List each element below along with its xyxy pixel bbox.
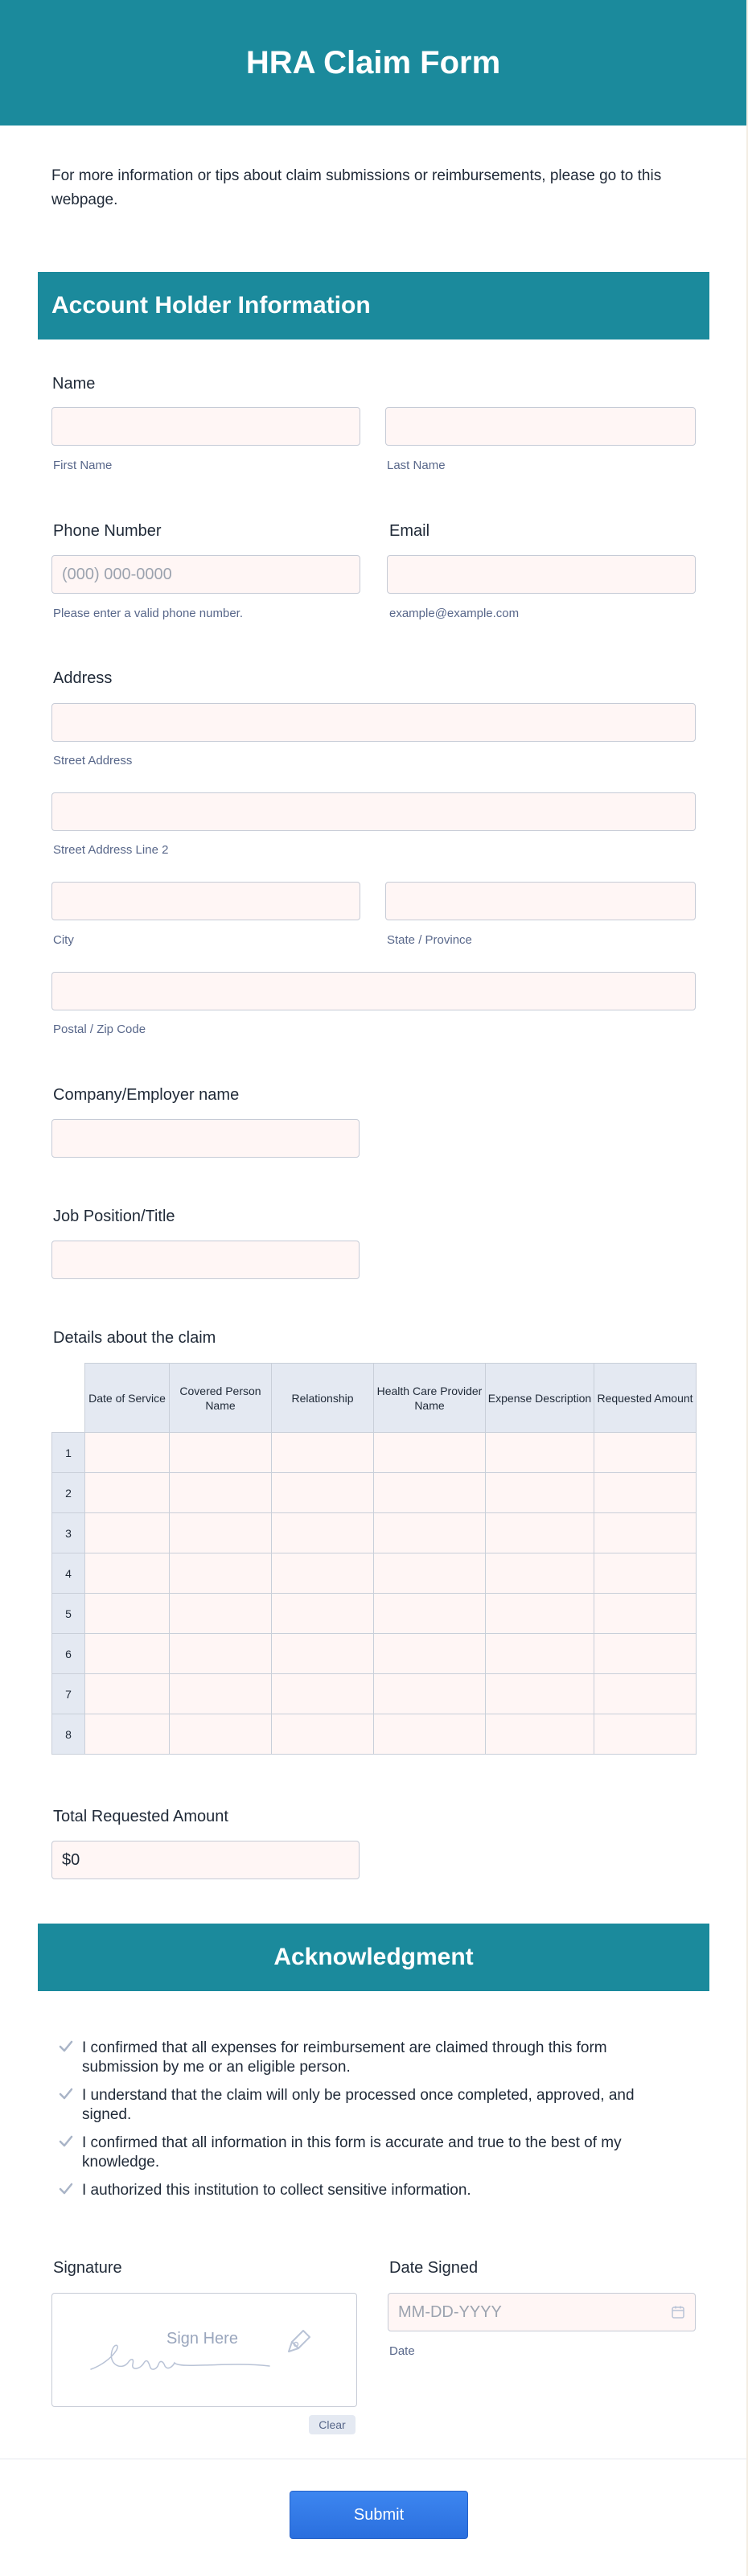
claim-row-number: 6 bbox=[52, 1634, 85, 1674]
claim-row-number: 7 bbox=[52, 1674, 85, 1714]
acknowledgment-item[interactable] bbox=[58, 2086, 685, 2125]
claim-row bbox=[52, 1553, 697, 1594]
check-icon bbox=[58, 2134, 74, 2150]
claim-row bbox=[52, 1513, 697, 1553]
section-title: Account Holder Information bbox=[51, 292, 371, 319]
col-relationship: Relationship bbox=[272, 1364, 374, 1433]
claim-cell[interactable] bbox=[374, 1714, 486, 1755]
acknowledgment-item[interactable] bbox=[58, 2039, 685, 2077]
claim-cell[interactable] bbox=[170, 1513, 272, 1553]
claim-cell[interactable] bbox=[374, 1553, 486, 1594]
signature-pad[interactable] bbox=[51, 2293, 357, 2407]
intro-text: For more information or tips about claim submissions or reimbursements, please go to this webpage. bbox=[51, 167, 662, 208]
claim-cell[interactable] bbox=[170, 1433, 272, 1473]
state-sublabel: State / Province bbox=[387, 933, 472, 947]
claim-cell[interactable] bbox=[486, 1714, 594, 1755]
form-title: HRA Claim Form bbox=[245, 44, 501, 80]
claim-cell[interactable] bbox=[85, 1594, 170, 1634]
signature-placeholder: Sign Here bbox=[166, 2330, 238, 2348]
col-date-of-service: Date of Service bbox=[85, 1364, 170, 1433]
claim-cell[interactable] bbox=[170, 1594, 272, 1634]
date-signed-input[interactable] bbox=[388, 2293, 696, 2331]
street2-sublabel: Street Address Line 2 bbox=[53, 843, 169, 857]
job-input[interactable] bbox=[51, 1241, 360, 1279]
claim-cell[interactable] bbox=[594, 1634, 697, 1674]
postal-sublabel: Postal / Zip Code bbox=[53, 1023, 146, 1036]
acknowledgment-text: I confirmed that all expenses for reimbursement are claimed through this form submission by me or an eligible person. bbox=[82, 2039, 607, 2076]
address-label: Address bbox=[53, 669, 113, 687]
claim-cell[interactable] bbox=[486, 1553, 594, 1594]
phone-label: Phone Number bbox=[53, 522, 162, 540]
last-name-input[interactable] bbox=[385, 407, 696, 446]
check-icon bbox=[58, 2039, 74, 2055]
pen-icon bbox=[281, 2326, 314, 2360]
claim-cell[interactable] bbox=[374, 1594, 486, 1634]
claim-cell[interactable] bbox=[272, 1513, 374, 1553]
claim-cell[interactable] bbox=[374, 1634, 486, 1674]
claim-cell[interactable] bbox=[272, 1473, 374, 1513]
claim-cell[interactable] bbox=[594, 1433, 697, 1473]
email-label: Email bbox=[389, 522, 430, 540]
claim-cell[interactable] bbox=[170, 1553, 272, 1594]
claim-cell[interactable] bbox=[170, 1674, 272, 1714]
claim-cell[interactable] bbox=[85, 1674, 170, 1714]
section-acknowledgment bbox=[38, 1924, 709, 1991]
clear-signature-button[interactable]: Clear bbox=[309, 2415, 356, 2434]
claim-cell[interactable] bbox=[374, 1674, 486, 1714]
job-label: Job Position/Title bbox=[53, 1208, 175, 1225]
street2-input[interactable] bbox=[51, 792, 696, 831]
check-icon bbox=[58, 2181, 74, 2197]
state-input[interactable] bbox=[385, 882, 696, 920]
claim-cell[interactable] bbox=[170, 1473, 272, 1513]
claim-cell[interactable] bbox=[374, 1473, 486, 1513]
street-sublabel: Street Address bbox=[53, 754, 133, 767]
acknowledgment-text: I confirmed that all information in this form is accurate and true to the best of my knowledge. bbox=[82, 2134, 622, 2171]
claim-corner bbox=[52, 1364, 85, 1433]
phone-sublabel: Please enter a valid phone number. bbox=[53, 607, 243, 620]
claim-cell[interactable] bbox=[374, 1433, 486, 1473]
city-sublabel: City bbox=[53, 933, 74, 947]
claim-row bbox=[52, 1674, 697, 1714]
claim-cell[interactable] bbox=[85, 1714, 170, 1755]
col-expense: Expense Description bbox=[486, 1364, 594, 1433]
claim-cell[interactable] bbox=[486, 1674, 594, 1714]
postal-input[interactable] bbox=[51, 972, 696, 1010]
acknowledgment-text: I authorized this institution to collect sensitive information. bbox=[82, 2182, 471, 2199]
section-title: Acknowledgment bbox=[273, 1944, 474, 1970]
claim-cell[interactable] bbox=[85, 1513, 170, 1553]
claim-row bbox=[52, 1433, 697, 1473]
email-input[interactable] bbox=[387, 555, 696, 594]
last-name-sublabel: Last Name bbox=[387, 459, 446, 472]
total-label: Total Requested Amount bbox=[53, 1808, 228, 1825]
acknowledgment-list bbox=[58, 2039, 685, 2209]
first-name-input[interactable] bbox=[51, 407, 360, 446]
claim-cell[interactable] bbox=[486, 1433, 594, 1473]
claim-cell[interactable] bbox=[170, 1634, 272, 1674]
claim-table bbox=[51, 1363, 697, 1755]
claim-cell[interactable] bbox=[85, 1473, 170, 1513]
date-placeholder: MM-DD-YYYY bbox=[398, 2302, 502, 2321]
city-input[interactable] bbox=[51, 882, 360, 920]
claim-row bbox=[52, 1594, 697, 1634]
check-icon bbox=[58, 2086, 74, 2102]
claim-cell[interactable] bbox=[594, 1553, 697, 1594]
acknowledgment-item[interactable] bbox=[58, 2134, 685, 2172]
col-covered-person: Covered Person Name bbox=[170, 1364, 272, 1433]
claim-header-row bbox=[52, 1364, 697, 1433]
company-input[interactable] bbox=[51, 1119, 360, 1158]
claim-cell[interactable] bbox=[272, 1594, 374, 1634]
claim-row-number: 8 bbox=[52, 1714, 85, 1755]
col-amount: Requested Amount bbox=[594, 1364, 697, 1433]
claim-cell[interactable] bbox=[486, 1513, 594, 1553]
claim-cell[interactable] bbox=[594, 1714, 697, 1755]
company-label: Company/Employer name bbox=[53, 1086, 240, 1104]
total-amount-input[interactable]: $0 bbox=[51, 1841, 360, 1879]
claim-label: Details about the claim bbox=[53, 1329, 216, 1347]
claim-cell[interactable] bbox=[272, 1553, 374, 1594]
claim-cell[interactable] bbox=[272, 1674, 374, 1714]
claim-cell[interactable] bbox=[85, 1634, 170, 1674]
claim-cell[interactable] bbox=[486, 1473, 594, 1513]
claim-row-number: 3 bbox=[52, 1513, 85, 1553]
claim-cell[interactable] bbox=[85, 1433, 170, 1473]
date-signed-label: Date Signed bbox=[389, 2259, 479, 2277]
claim-row-number: 4 bbox=[52, 1553, 85, 1594]
form-header bbox=[0, 0, 746, 126]
claim-cell[interactable] bbox=[272, 1433, 374, 1473]
claim-cell[interactable] bbox=[85, 1553, 170, 1594]
date-sublabel: Date bbox=[389, 2344, 415, 2358]
claim-cell[interactable] bbox=[486, 1634, 594, 1674]
claim-cell[interactable] bbox=[374, 1513, 486, 1553]
claim-cell[interactable] bbox=[272, 1714, 374, 1755]
col-provider: Health Care Provider Name bbox=[374, 1364, 486, 1433]
first-name-sublabel: First Name bbox=[53, 459, 113, 472]
claim-row bbox=[52, 1634, 697, 1674]
submit-button[interactable]: Submit bbox=[290, 2491, 468, 2539]
claim-cell[interactable] bbox=[594, 1473, 697, 1513]
claim-cell[interactable] bbox=[594, 1594, 697, 1634]
calendar-icon[interactable] bbox=[671, 2305, 685, 2319]
claim-row-number: 1 bbox=[52, 1433, 85, 1473]
claim-cell[interactable] bbox=[272, 1634, 374, 1674]
claim-row-number: 5 bbox=[52, 1594, 85, 1634]
claim-cell[interactable] bbox=[594, 1513, 697, 1553]
street-input[interactable] bbox=[51, 703, 696, 742]
claim-cell[interactable] bbox=[594, 1674, 697, 1714]
claim-row bbox=[52, 1714, 697, 1755]
acknowledgment-item[interactable] bbox=[58, 2181, 685, 2200]
signature-label: Signature bbox=[53, 2259, 122, 2277]
claim-row bbox=[52, 1473, 697, 1513]
phone-input[interactable]: (000) 000-0000 bbox=[51, 555, 360, 594]
claim-row-number: 2 bbox=[52, 1473, 85, 1513]
claim-cell[interactable] bbox=[170, 1714, 272, 1755]
email-sublabel: example@example.com bbox=[389, 607, 520, 620]
claim-cell[interactable] bbox=[486, 1594, 594, 1634]
acknowledgment-text: I understand that the claim will only be processed once completed, approved, and signed. bbox=[82, 2087, 635, 2123]
section-account-holder bbox=[38, 272, 709, 339]
name-label: Name bbox=[52, 375, 96, 393]
